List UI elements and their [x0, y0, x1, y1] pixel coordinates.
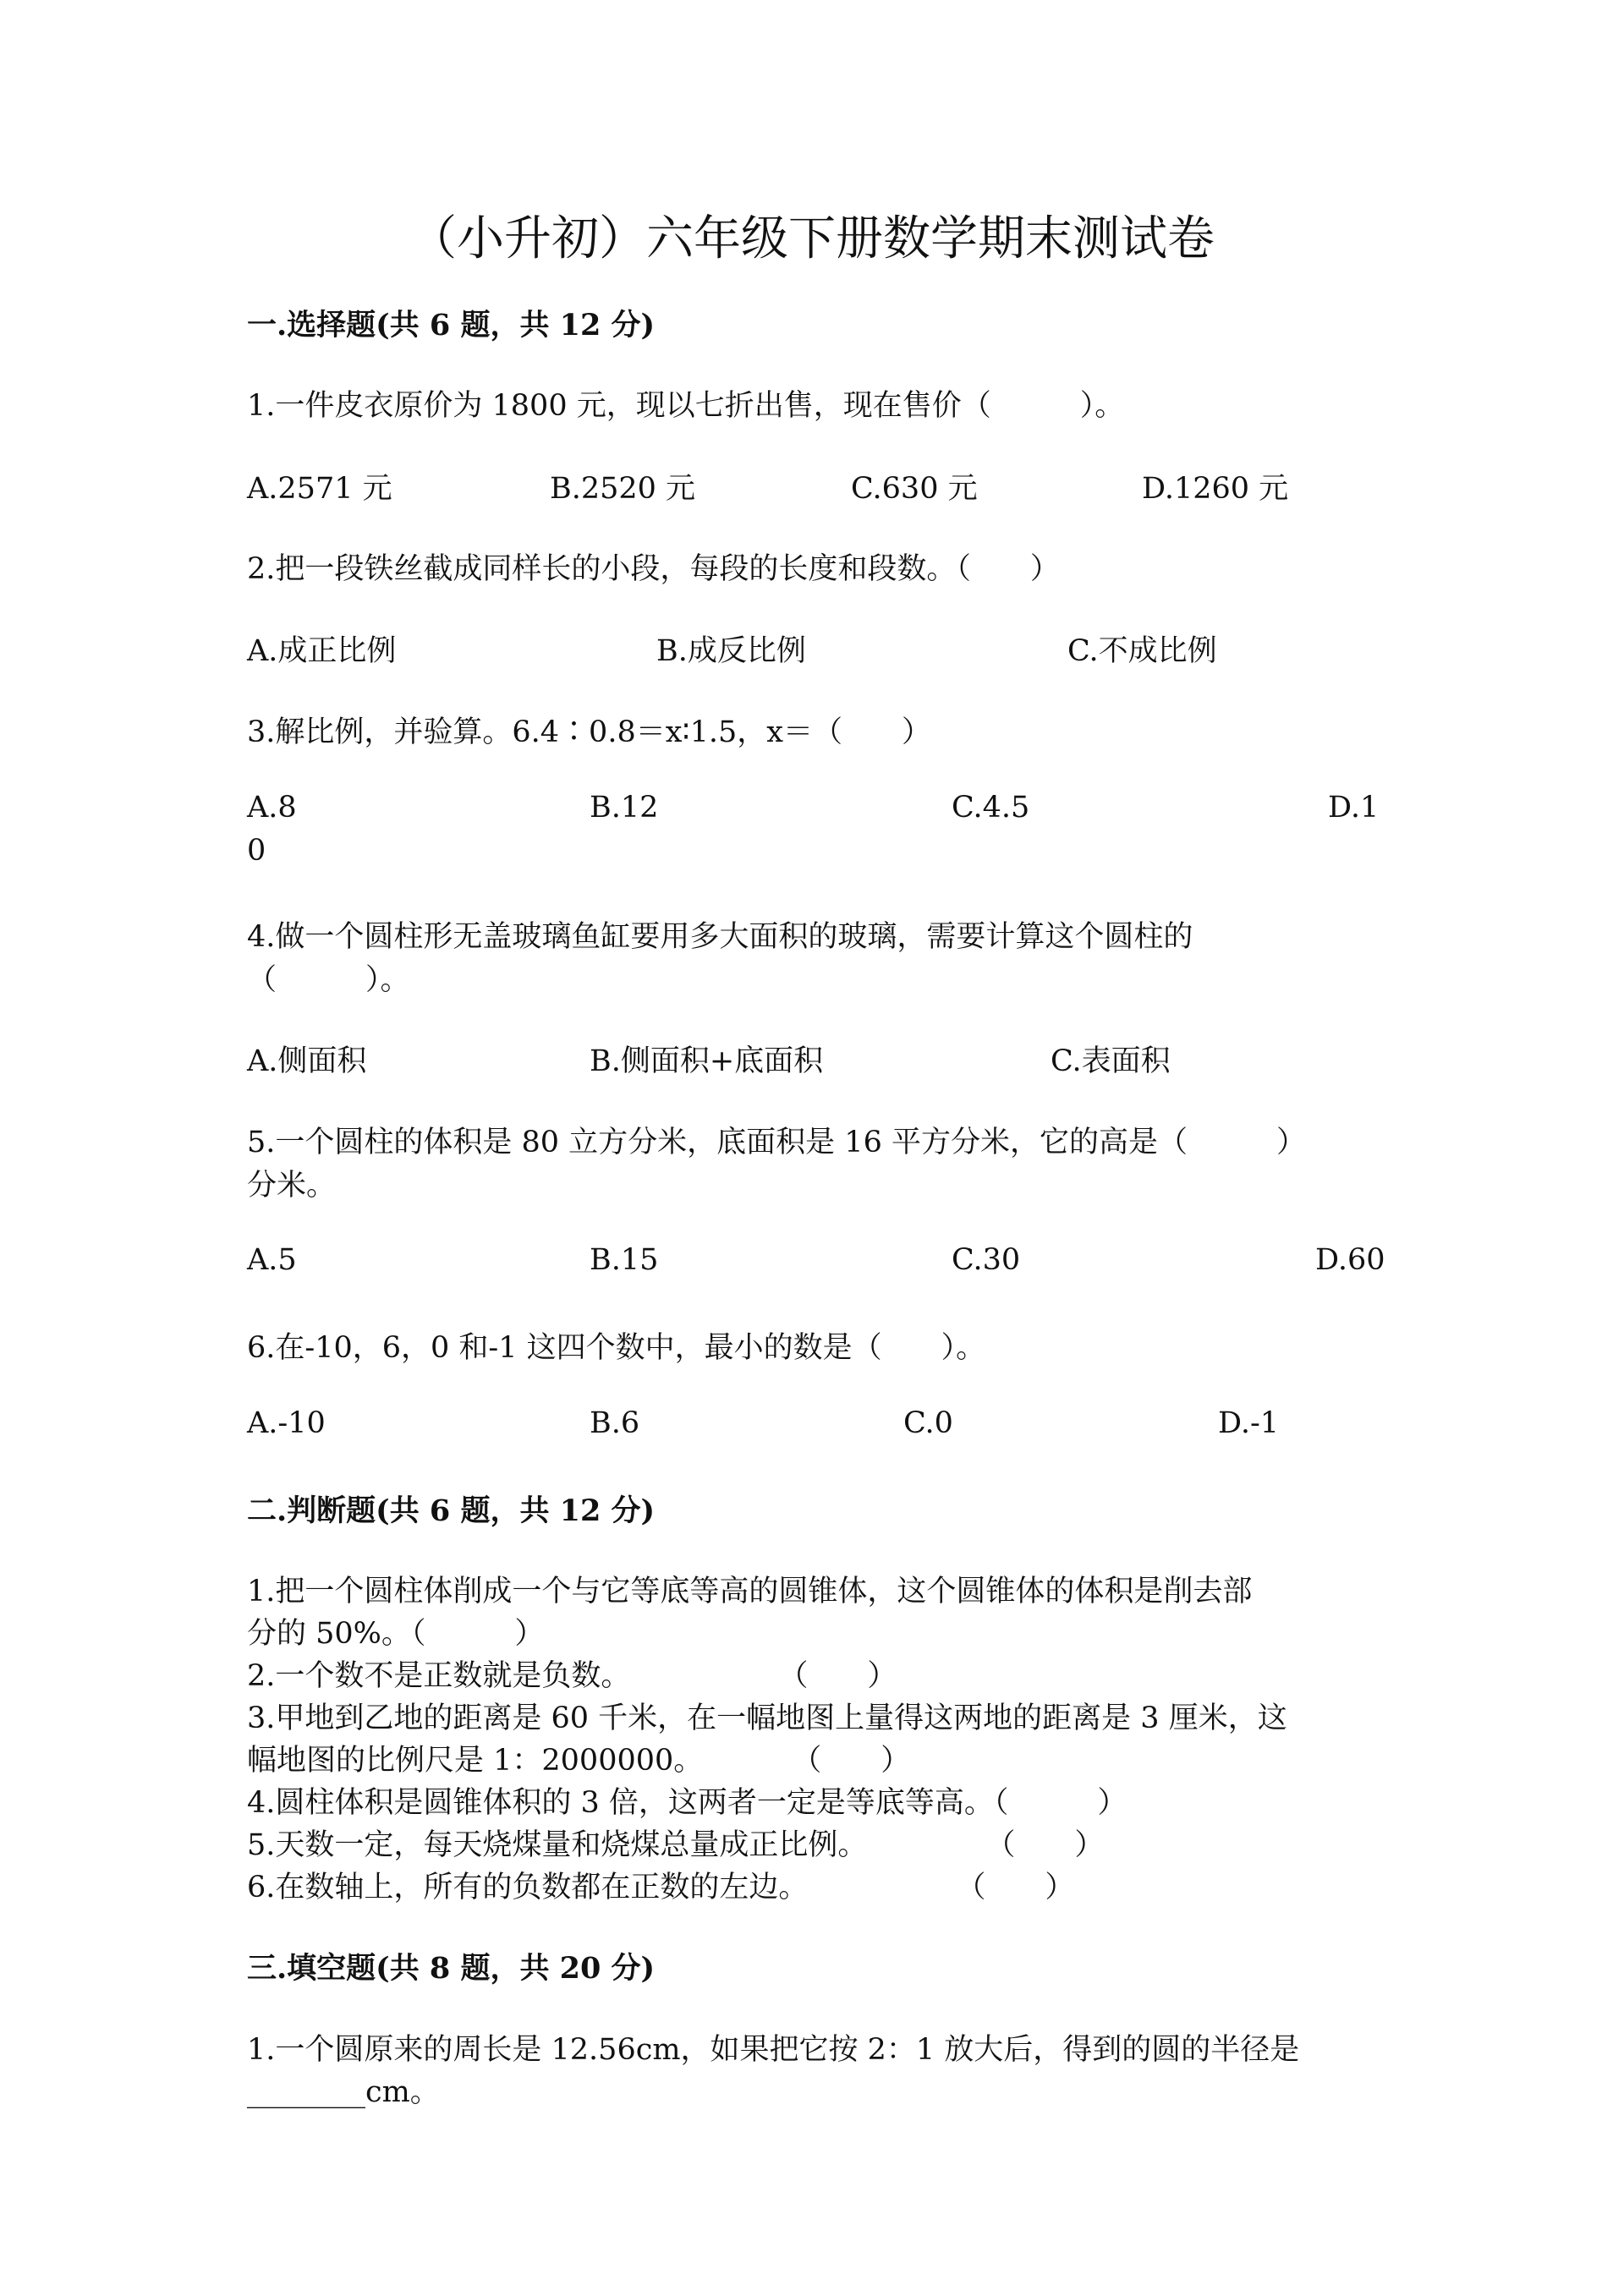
- option-1-6-d: D.-1: [1218, 1406, 1280, 1440]
- option-1-4-a: A.侧面积: [247, 1044, 367, 1078]
- option-1-1-d: D.1260 元: [1142, 472, 1289, 506]
- option-1-3-c: C.4.5: [952, 791, 1030, 825]
- option-1-2-a: A.成正比例: [247, 634, 397, 668]
- question-1-6: 6.在-10，6，0 和-1 这四个数中，最小的数是（ ）。: [247, 1331, 986, 1365]
- option-1-1-a: A.2571 元: [247, 472, 392, 506]
- option-1-5-b: B.15: [590, 1243, 659, 1277]
- section-heading-judgement: 二.判断题(共 6 题，共 12 分): [247, 1493, 656, 1528]
- judgement-line: 6.在数轴上，所有的负数都在正数的左边。 （ ）: [247, 1871, 1075, 1904]
- option-1-6-b: B.6: [590, 1406, 640, 1440]
- option-1-6-c: C.0: [903, 1406, 953, 1440]
- judgement-line: 5.天数一定，每天烧煤量和烧煤总量成正比例。 （ ）: [247, 1828, 1105, 1862]
- option-1-4-c: C.表面积: [1051, 1044, 1171, 1078]
- section-heading-choice: 一.选择题(共 6 题，共 12 分): [247, 308, 656, 342]
- question-1-4-line2: （ ）。: [247, 963, 410, 997]
- page-title: （小升初）六年级下册数学期末测试卷: [409, 211, 1215, 266]
- option-1-3-a: A.8: [247, 791, 297, 825]
- fill-in-question-1-line2: ________cm。: [247, 2075, 440, 2109]
- section-heading-fill-in: 三.填空题(共 8 题，共 20 分): [247, 1951, 656, 1986]
- question-1-5-line1: 5.一个圆柱的体积是 80 立方分米，底面积是 16 平方分米，它的高是（ ）: [247, 1126, 1306, 1159]
- judgement-line: 分的 50%。（ ）: [247, 1617, 545, 1651]
- question-1-1: 1.一件皮衣原价为 1800 元，现以七折出售，现在售价（ ）。: [247, 389, 1125, 423]
- judgement-line: 1.把一个圆柱体削成一个与它等底等高的圆锥体，这个圆锥体的体积是削去部: [247, 1575, 1253, 1608]
- option-1-5-c: C.30: [952, 1243, 1021, 1277]
- question-1-5-line2: 分米。: [247, 1169, 337, 1203]
- judgement-line: 2.一个数不是正数就是负数。 （ ）: [247, 1659, 897, 1693]
- option-1-5-d: D.60: [1315, 1243, 1385, 1277]
- option-1-4-b: B.侧面积+底面积: [590, 1044, 824, 1078]
- option-1-3-b: B.12: [590, 791, 659, 825]
- option-1-3-d: D.1: [1328, 791, 1380, 825]
- option-1-6-a: A.-10: [247, 1406, 326, 1440]
- question-1-2: 2.把一段铁丝截成同样长的小段，每段的长度和段数。（ ）: [247, 552, 1060, 586]
- fill-in-question-1-line1: 1.一个圆原来的周长是 12.56cm，如果把它按 2：1 放大后，得到的圆的半径是: [247, 2033, 1300, 2067]
- question-1-4-line1: 4.做一个圆柱形无盖玻璃鱼缸要用多大面积的玻璃，需要计算这个圆柱的: [247, 920, 1193, 954]
- judgement-line: 3.甲地到乙地的距离是 60 千米，在一幅地图上量得这两地的距离是 3 厘米，这: [247, 1701, 1287, 1735]
- judgement-line: 4.圆柱体积是圆锥体积的 3 倍，这两者一定是等底等高。（ ）: [247, 1786, 1127, 1820]
- option-1-1-c: C.630 元: [851, 472, 978, 506]
- judgement-line: 幅地图的比例尺是 1：2000000。 （ ）: [247, 1744, 911, 1778]
- option-1-2-c: C.不成比例: [1067, 634, 1217, 668]
- option-1-2-b: B.成反比例: [656, 634, 806, 668]
- option-1-3-d-wrap: 0: [247, 834, 266, 868]
- option-1-1-b: B.2520 元: [550, 472, 696, 506]
- option-1-5-a: A.5: [247, 1243, 297, 1277]
- question-1-3: 3.解比例，并验算。6.4∶0.8＝x∶1.5，x＝（ ）: [247, 715, 931, 749]
